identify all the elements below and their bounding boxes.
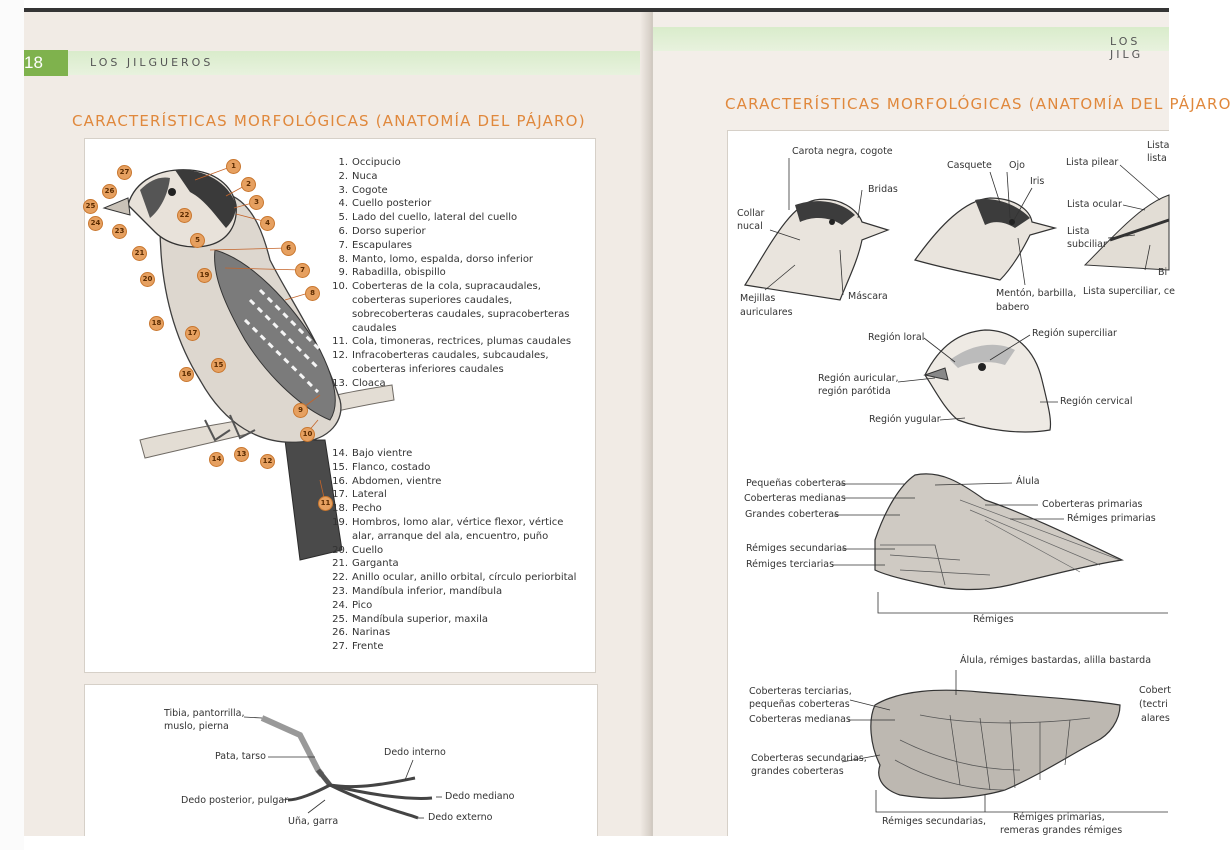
label-lista-superciliar: Lista superciliar, ce (1083, 286, 1175, 297)
list-item: 21. Garganta (332, 558, 399, 570)
label-grandes-coberteras: Grandes coberteras (745, 509, 840, 520)
badge-7: 7 (295, 263, 310, 278)
label-bi: Bi (1158, 267, 1168, 278)
list-item: 1. Occipucio (338, 157, 401, 168)
label-auriculares: auriculares (740, 307, 793, 318)
badge-10: 10 (300, 427, 315, 442)
right-section-title: CARACTERÍSTICAS MORFOLÓGICAS (ANATOMÍA DEL PÁJARO (725, 95, 1232, 113)
badge-20: 20 (140, 272, 155, 287)
list-item: 10. Coberteras de la cola, supracaudales, coberteras superiores caudales, sobrecoberteras caudales, supracoberteras caudales (332, 281, 570, 334)
label-remiges: Rémiges (973, 614, 1014, 625)
label-tibia: Tibia, pantorrilla, (164, 708, 245, 719)
label-pequenas-coberteras-2: pequeñas coberteras (749, 699, 850, 710)
list-item: 13. Cloaca (332, 377, 386, 389)
badge-13: 13 (234, 447, 249, 462)
badge-8: 8 (305, 286, 320, 301)
list-item: 14. Bajo vientre (332, 448, 413, 459)
badge-2: 2 (241, 177, 256, 192)
badge-23: 23 (112, 224, 127, 239)
badge-9: 9 (293, 403, 308, 418)
label-region-auricular: Región auricular, (818, 373, 899, 384)
list-item: 8. Manto, lomo, espalda, dorso inferior (338, 253, 534, 265)
list-item: 19. Hombros, lomo alar, vértice flexor, vértice alar, arranque del ala, encuentro, puño (332, 516, 564, 542)
label-cobert: Cobert (1139, 685, 1171, 696)
label-coberteras-terciarias: Coberteras terciarias, (749, 686, 852, 697)
list-item: 15. Flanco, costado (332, 461, 431, 473)
list-item: 6. Dorso superior (338, 225, 426, 237)
badge-1: 1 (226, 159, 241, 174)
label-region-loral: Región loral (868, 332, 925, 343)
list-item: 3. Cogote (338, 184, 388, 196)
label-dedo-interno: Dedo interno (384, 747, 446, 758)
badge-21: 21 (132, 246, 147, 261)
label-remiges-secundarias-2: Rémiges secundarias, (882, 816, 987, 827)
label-alula: Álula (1016, 476, 1040, 487)
list-item: 24. Pico (332, 599, 373, 611)
badge-27: 27 (117, 165, 132, 180)
badge-11: 11 (318, 496, 333, 511)
badge-6: 6 (281, 241, 296, 256)
badge-19: 19 (197, 268, 212, 283)
label-mascara: Máscara (848, 291, 888, 302)
label-coberteras-medianas: Coberteras medianas (744, 493, 846, 504)
badge-3: 3 (249, 195, 264, 210)
badge-5: 5 (190, 233, 205, 248)
label-tectri: (tectri (1139, 699, 1168, 710)
label-remiges-terciarias: Rémiges terciarias (746, 559, 835, 570)
label-remiges-primarias: Rémiges primarias (1067, 513, 1156, 524)
label-lista-subciliar: Lista (1067, 226, 1090, 237)
label-tibia-2: muslo, pierna (164, 721, 229, 732)
list-item: 12. Infracoberteras caudales, subcaudales, coberteras inferiores caudales (332, 350, 549, 375)
badge-22: 22 (177, 208, 192, 223)
label-casquete: Casquete (947, 160, 992, 171)
label-lista-subciliar-2: subciliar (1067, 239, 1107, 250)
list-item: 26. Narinas (332, 627, 391, 639)
label-remiges-secundarias: Rémiges secundarias (746, 543, 847, 554)
label-ojo: Ojo (1009, 160, 1025, 171)
list-item: 7. Escapulares (338, 239, 412, 251)
label-region-parotida: región parótida (818, 386, 891, 397)
list-item: 16. Abdomen, vientre (332, 475, 442, 487)
label-grandes-coberteras-2: grandes coberteras (751, 766, 844, 777)
label-lista-pilear: Lista pilear (1066, 157, 1119, 168)
label-lista-ocular: Lista ocular (1067, 199, 1122, 210)
label-carota: Carota negra, cogote (792, 146, 893, 157)
label-pata: Pata, tarso (215, 751, 266, 762)
label-dedo-posterior: Dedo posterior, pulgar (181, 795, 289, 806)
list-item: 17. Lateral (332, 489, 387, 501)
badge-16: 16 (179, 367, 194, 382)
label-mejillas: Mejillas (740, 293, 776, 304)
page-number: 18 (24, 50, 68, 76)
label-dedo-externo: Dedo externo (428, 812, 493, 823)
label-region-yugular: Región yugular (869, 414, 941, 425)
badge-18: 18 (149, 316, 164, 331)
badge-24: 24 (88, 216, 103, 231)
label-alares: alares (1141, 713, 1170, 724)
label-una: Uña, garra (288, 816, 339, 827)
label-dedo-mediano: Dedo mediano (445, 791, 515, 802)
list-item: 4. Cuello posterior (338, 198, 432, 210)
label-menton: Mentón, barbilla, (996, 288, 1077, 299)
badge-26: 26 (102, 184, 117, 199)
label-pequenas-coberteras: Pequeñas coberteras (746, 478, 847, 489)
label-collar: Collar (737, 208, 765, 219)
label-babero: babero (996, 302, 1030, 313)
list-item: 22. Anillo ocular, anillo orbital, círculo periorbital (332, 572, 577, 584)
list-item: 18. Pecho (332, 503, 382, 515)
label-region-superciliar: Región superciliar (1032, 328, 1117, 339)
label-alula-bastarda: Álula, rémiges bastardas, alilla bastarda (960, 655, 1152, 666)
label-nucal: nucal (737, 221, 763, 232)
right-running-head: LOS JILG (1110, 35, 1144, 61)
list-item: 27. Frente (332, 641, 384, 653)
badge-25: 25 (83, 199, 98, 214)
badge-4: 4 (260, 216, 275, 231)
list-item: 20. Cuello (332, 544, 384, 556)
label-iris: Iris (1030, 176, 1045, 187)
list-item: 2. Nuca (338, 170, 378, 182)
label-coberteras-medianas-2: Coberteras medianas (749, 714, 851, 725)
list-item: 5. Lado del cuello, lateral del cuello (338, 212, 518, 224)
badge-14: 14 (209, 452, 224, 467)
list-item: 11. Cola, timoneras, rectrices, plumas caudales (332, 336, 572, 348)
badge-17: 17 (185, 326, 200, 341)
left-section-title: CARACTERÍSTICAS MORFOLÓGICAS (ANATOMÍA DEL PÁJARO) (72, 112, 586, 130)
list-item: 25. Mandíbula superior, maxila (332, 613, 488, 625)
label-bridas: Bridas (868, 184, 898, 195)
badge-15: 15 (211, 358, 226, 373)
label-lista-top: Lista (1147, 140, 1170, 151)
label-coberteras-secundarias: Coberteras secundarias, (751, 753, 867, 764)
label-coberteras-primarias: Coberteras primarias (1042, 499, 1143, 510)
left-running-head: LOS JILGUEROS (90, 56, 214, 69)
label-remeras-grandes: remeras grandes rémiges (1000, 825, 1123, 836)
badge-12: 12 (260, 454, 275, 469)
label-region-cervical: Región cervical (1060, 396, 1133, 407)
label-lista-top-2: lista (1147, 153, 1167, 164)
label-remiges-primarias-2: Rémiges primarias, (1013, 812, 1105, 823)
list-item: 9. Rabadilla, obispillo (338, 267, 446, 279)
list-item: 23. Mandíbula inferior, mandíbula (332, 585, 503, 597)
